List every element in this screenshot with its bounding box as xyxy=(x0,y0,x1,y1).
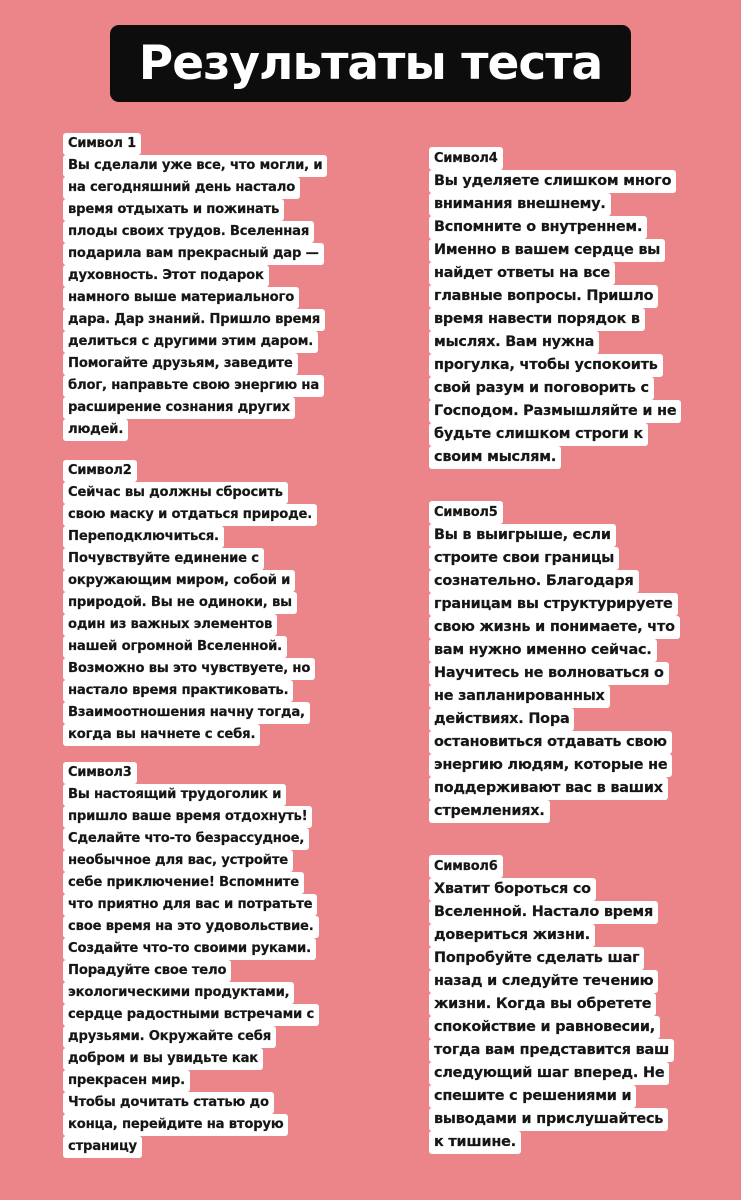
symbol-1-text-line: людей. xyxy=(63,419,128,441)
symbol-1-text-line: дара. Дар знаний. Пришло время xyxy=(63,309,325,331)
symbol-6-text-line: назад и следуйте течению xyxy=(429,970,658,993)
symbol-3-text-line: себе приключение! Вспомните xyxy=(63,872,304,894)
symbol-4-text-line: время навести порядок в xyxy=(429,308,645,331)
symbol-6-text-line: к тишине. xyxy=(429,1131,521,1154)
title-banner xyxy=(110,25,631,102)
symbol-4-text-line: Вспомните о внутреннем. xyxy=(429,216,647,239)
symbol-5-text-line: энергию людям, которые не xyxy=(429,754,672,777)
symbol-2-text-line: Возможно вы это чувствуете, но xyxy=(63,658,315,680)
symbol-1-heading: Символ 1 xyxy=(63,133,141,155)
symbol-6-text-line: Вселенной. Настало время xyxy=(429,901,658,924)
symbol-6-text-line: Хватит бороться со xyxy=(429,878,596,901)
symbol-4-text-line: Господом. Размышляйте и не xyxy=(429,400,681,423)
symbol-4-block xyxy=(429,147,681,469)
symbol-5-text-line: свою жизнь и понимаете, что xyxy=(429,616,680,639)
symbol-4-text-line: своим мыслям. xyxy=(429,446,561,469)
symbol-3-text-line: что приятно для вас и потратьте xyxy=(63,894,317,916)
symbol-1-text-line: блог, направьте свою энергию на xyxy=(63,375,324,397)
symbol-1-text-line: делиться с другими этим даром. xyxy=(63,331,318,353)
symbol-4-text-line: главные вопросы. Пришло xyxy=(429,285,658,308)
symbol-6-text-line: довериться жизни. xyxy=(429,924,595,947)
continue-note-line: страницу xyxy=(63,1136,142,1158)
page-title: Результаты теста xyxy=(138,36,603,91)
symbol-5-text-line: не запланированных xyxy=(429,685,610,708)
symbol-3-heading: Символ3 xyxy=(63,762,137,784)
symbol-6-text-line: выводами и прислушайтесь xyxy=(429,1108,668,1131)
symbol-5-text-line: действиях. Пора xyxy=(429,708,574,731)
symbol-5-text-line: Вы в выигрыше, если xyxy=(429,524,616,547)
symbol-3-text-line: сердце радостными встречами с xyxy=(63,1004,319,1026)
symbol-3-text-line: Сделайте что-то безрассудное, xyxy=(63,828,309,850)
symbol-5-text-line: строите свои границы xyxy=(429,547,619,570)
symbol-3-text-line: Вы настоящий трудоголик и xyxy=(63,784,286,806)
symbol-1-text-line: Вы сделали уже все, что могли, и xyxy=(63,155,327,177)
symbol-2-text-line: настало время практиковать. xyxy=(63,680,293,702)
symbol-2-text-line: Почувствуйте единение с xyxy=(63,548,264,570)
symbol-1-block xyxy=(63,133,327,441)
continue-note-line: Чтобы дочитать статью до xyxy=(63,1092,274,1114)
symbol-3-text-line: свое время на это удовольствие. xyxy=(63,916,319,938)
symbol-3-text-line: необычное для вас, устройте xyxy=(63,850,293,872)
symbol-6-text-line: тогда вам представится ваш xyxy=(429,1039,674,1062)
continue-note-line: конца, перейдите на вторую xyxy=(63,1114,288,1136)
symbol-5-text-line: остановиться отдавать свою xyxy=(429,731,672,754)
symbol-6-text-line: Попробуйте сделать шаг xyxy=(429,947,644,970)
symbol-6-text-line: спокойствие и равновесии, xyxy=(429,1016,660,1039)
symbol-3-text-line: пришло ваше время отдохнуть! xyxy=(63,806,312,828)
symbol-2-text-line: Переподключиться. xyxy=(63,526,224,548)
symbol-1-text-line: намного выше материального xyxy=(63,287,299,309)
symbol-2-text-line: окружающим миром, собой и xyxy=(63,570,295,592)
symbol-2-block xyxy=(63,460,317,746)
symbol-2-text-line: нашей огромной Вселенной. xyxy=(63,636,287,658)
symbol-6-text-line: жизни. Когда вы обретете xyxy=(429,993,656,1016)
symbol-2-text-line: Сейчас вы должны сбросить xyxy=(63,482,288,504)
symbol-6-text-line: спешите с решениями и xyxy=(429,1085,636,1108)
symbol-4-text-line: внимания внешнему. xyxy=(429,193,611,216)
symbol-5-text-line: сознательно. Благодаря xyxy=(429,570,639,593)
symbol-4-text-line: найдет ответы на все xyxy=(429,262,615,285)
symbol-2-text-line: когда вы начнете с себя. xyxy=(63,724,260,746)
symbol-6-heading: Символ6 xyxy=(429,855,503,878)
symbol-2-heading: Символ2 xyxy=(63,460,137,482)
symbol-1-text-line: духовность. Этот подарок xyxy=(63,265,269,287)
symbol-5-text-line: поддерживают вас в ваших xyxy=(429,777,668,800)
symbol-1-text-line: Помогайте друзьям, заведите xyxy=(63,353,298,375)
symbol-1-text-line: на сегодняшний день настало xyxy=(63,177,300,199)
symbol-5-heading: Символ5 xyxy=(429,501,503,524)
symbol-5-text-line: вам нужно именно сейчас. xyxy=(429,639,657,662)
symbol-5-text-line: Научитесь не волноваться о xyxy=(429,662,669,685)
symbol-1-text-line: время отдыхать и пожинать xyxy=(63,199,284,221)
symbol-4-text-line: свой разум и поговорить с xyxy=(429,377,654,400)
symbol-3-block xyxy=(63,762,319,1158)
symbol-3-text-line: друзьями. Окружайте себя xyxy=(63,1026,276,1048)
symbol-4-text-line: мыслях. Вам нужна xyxy=(429,331,599,354)
symbol-2-text-line: Взаимоотношения начну тогда, xyxy=(63,702,310,724)
symbol-2-text-line: природой. Вы не одиноки, вы xyxy=(63,592,297,614)
symbol-1-text-line: расширение сознания других xyxy=(63,397,295,419)
symbol-2-text-line: свою маску и отдаться природе. xyxy=(63,504,317,526)
symbol-4-text-line: Вы уделяете слишком много xyxy=(429,170,676,193)
symbol-3-text-line: Создайте что-то своими руками. xyxy=(63,938,316,960)
symbol-6-text-line: следующий шаг вперед. Не xyxy=(429,1062,669,1085)
symbol-5-block xyxy=(429,501,680,823)
symbol-4-text-line: прогулка, чтобы успокоить xyxy=(429,354,663,377)
symbol-3-text-line: прекрасен мир. xyxy=(63,1070,190,1092)
symbol-5-text-line: границам вы структурируете xyxy=(429,593,678,616)
symbol-4-heading: Символ4 xyxy=(429,147,503,170)
symbol-1-text-line: подарила вам прекрасный дар — xyxy=(63,243,324,265)
symbol-3-text-line: Порадуйте свое тело xyxy=(63,960,231,982)
symbol-1-text-line: плоды своих трудов. Вселенная xyxy=(63,221,314,243)
symbol-3-text-line: добром и вы увидьте как xyxy=(63,1048,263,1070)
symbol-4-text-line: будьте слишком строги к xyxy=(429,423,648,446)
symbol-4-text-line: Именно в вашем сердце вы xyxy=(429,239,665,262)
symbol-3-text-line: экологическими продуктами, xyxy=(63,982,294,1004)
symbol-2-text-line: один из важных элементов xyxy=(63,614,277,636)
symbol-5-text-line: стремлениях. xyxy=(429,800,550,823)
symbol-6-block xyxy=(429,855,674,1154)
